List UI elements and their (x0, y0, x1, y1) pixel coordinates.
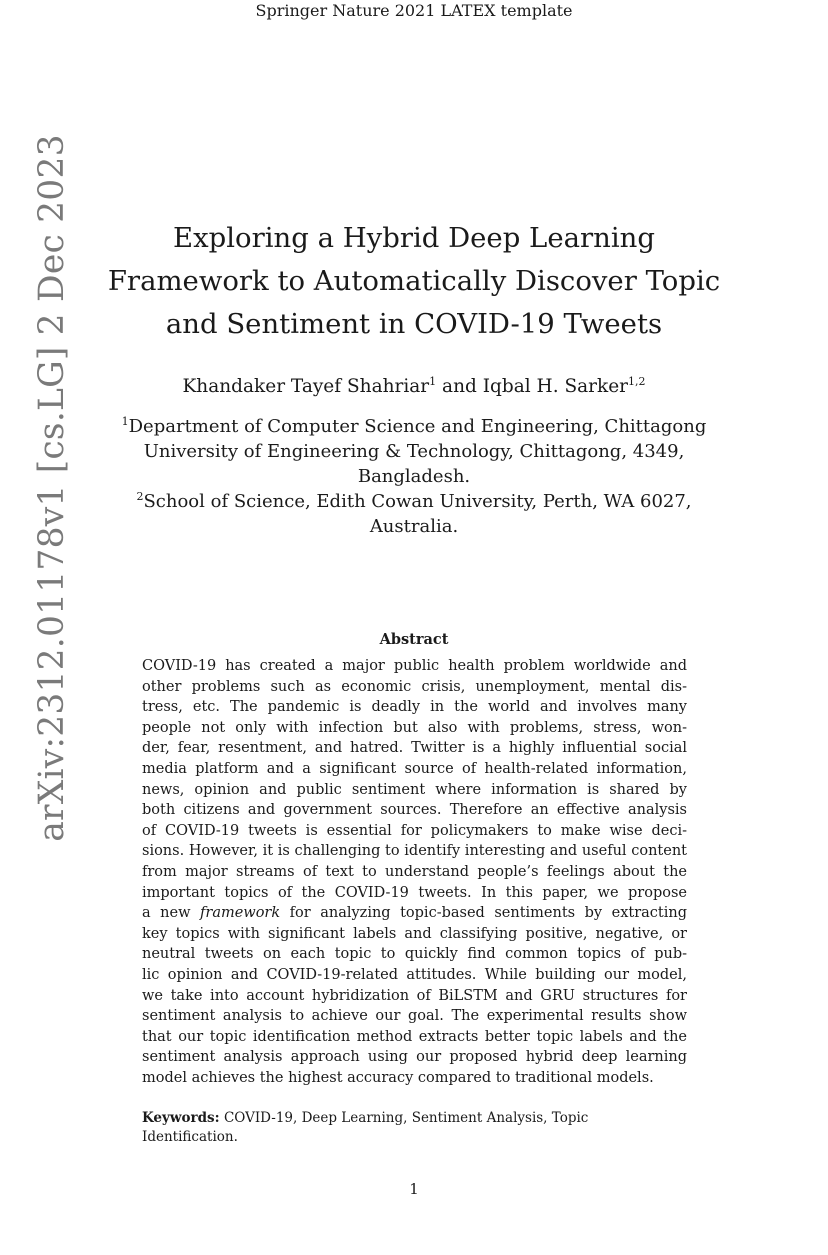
title-line: Exploring a Hybrid Deep Learning (173, 222, 655, 254)
paper-title (100, 217, 728, 346)
abstract-line: of COVID-19 tweets is essential for policymakers to make wise deci- (142, 822, 687, 839)
abstract-line: model achieves the highest accuracy compared to traditional models. (142, 1069, 654, 1086)
abstract-line: lic opinion and COVID-19-related attitudes. While building our model, (142, 966, 687, 983)
abstract-line: other problems such as economic crisis, unemployment, mental dis- (142, 678, 687, 695)
abstract-line: both citizens and government sources. Therefore an effective analysis (142, 802, 687, 819)
affiliation-line: Australia. (369, 516, 459, 537)
abstract-line: people not only with infection but also with problems, stress, won- (142, 719, 687, 736)
abstract-line: that our topic identification method extracts better topic labels and the (142, 1028, 687, 1045)
author-joiner: and (442, 376, 477, 397)
author-name: Iqbal H. Sarker (482, 376, 628, 397)
title-line: and Sentiment in COVID-19 Tweets (165, 308, 663, 340)
affiliation-line: University of Engineering & Technology, Chittagong, 4349, (143, 441, 685, 462)
keywords-line: Identification. (142, 1129, 238, 1145)
keywords-label: Keywords: (142, 1110, 220, 1126)
affiliation-mark: 2 (136, 490, 144, 503)
keywords-line (142, 1109, 687, 1128)
abstract-line: tress, etc. The pandemic is deadly in the world and involves many (142, 699, 687, 716)
emphasized-term: framework (200, 905, 281, 922)
keywords (142, 1109, 687, 1147)
author-affiliation-mark: 1 (429, 375, 437, 388)
affiliation-line: $^1$Department of Computer Science and Engineering, Chittagong (121, 415, 707, 437)
abstract-line: media platform and a significant source of health-related information, (142, 760, 687, 777)
arxiv-identifier-stamp[interactable]: arXiv:2312.01178v1 [cs.LG] 2 Dec 2023 (32, 134, 72, 842)
page-number: 1 (409, 1180, 419, 1198)
abstract-line: neutral tweets on each topic to quickly find common topics of pub- (142, 946, 687, 963)
author-name: Khandaker Tayef Shahriar (182, 376, 430, 397)
abstract-line: a new framework for analyzing topic-based sentiments by extracting (142, 905, 687, 922)
abstract-line: sentiment analysis to achieve our goal. The experimental results show (142, 1008, 687, 1025)
author-list (100, 374, 728, 400)
title-line: Framework to Automatically Discover Topic (107, 265, 721, 297)
abstract-line: key topics with significant labels and classifying positive, negative, or (142, 925, 687, 942)
abstract-line: sions. However, it is challenging to identify interesting and useful content (142, 843, 687, 860)
affiliation-line: $^2$School of Science, Edith Cowan University, Perth, WA 6027, (136, 490, 692, 512)
abstract-heading: Abstract (379, 631, 449, 648)
abstract-line: important topics of the COVID-19 tweets. In this paper, we propose (142, 884, 687, 901)
affiliation-mark: 1 (121, 415, 129, 428)
abstract-body (142, 656, 687, 1088)
abstract-line: der, fear, resentment, and hatred. Twitter is a highly influential social (142, 740, 687, 757)
affiliation-line: Bangladesh. (357, 466, 471, 487)
abstract-line: sentiment analysis approach using our proposed hybrid deep learning (142, 1049, 687, 1066)
abstract-line: we take into account hybridization of BiLSTM and GRU structures for (142, 987, 687, 1004)
abstract-line: news, opinion and public sentiment where information is shared by (142, 781, 687, 798)
affiliation-list (100, 414, 728, 539)
running-header: Springer Nature 2021 LATEX template (255, 1, 573, 20)
abstract-line: from major streams of text to understand people’s feelings about the (142, 863, 687, 880)
keywords-text: COVID-19, Deep Learning, Sentiment Analysis, Topic (223, 1110, 589, 1126)
author-affiliation-mark: 1,2 (628, 375, 646, 388)
abstract-line: COVID-19 has created a major public health problem worldwide and (142, 658, 687, 674)
